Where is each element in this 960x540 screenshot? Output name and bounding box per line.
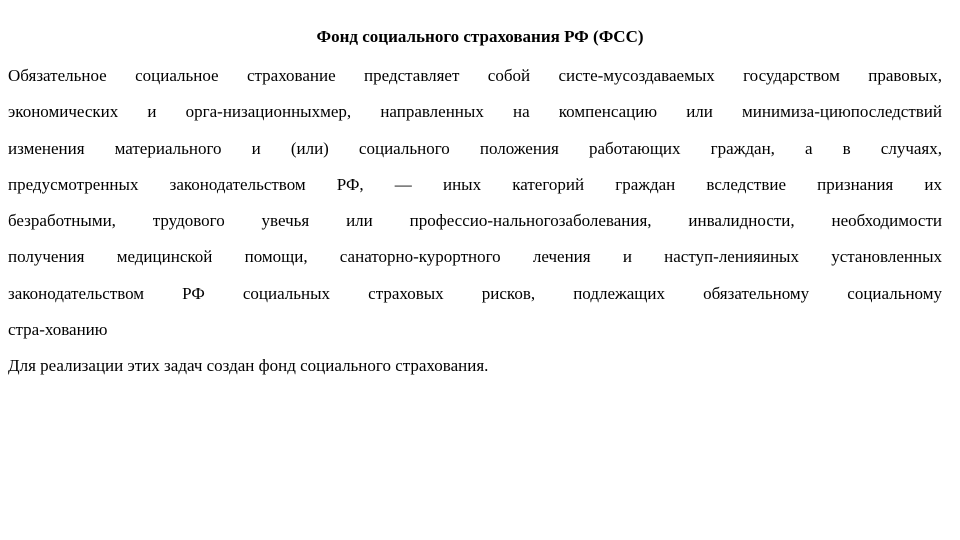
- paragraph-line: безработными, трудового увечья или профессио-нальногозаболевания, инвалидности, необходимости: [8, 211, 942, 231]
- paragraph-line: предусмотренных законодательством РФ, — иных категорий граждан вследствие признания их: [8, 174, 942, 194]
- paragraph-line: Обязательное социальное страхование представляет собой систе-мусоздаваемых государством правовых,: [8, 66, 942, 85]
- document-body: [8, 58, 942, 385]
- paragraph-line: законодательством РФ социальных страховых рисков, подлежащих обязательному социальному: [8, 283, 942, 303]
- document-title: Фонд социального страхования РФ (ФСС): [316, 27, 644, 46]
- paragraph-line: изменения материального и (или) социального положения работающих граждан, а в случаях,: [8, 138, 942, 158]
- paragraph-line: экономических и орга-низационныхмер, направленных на компенсацию или минимиза-циюпоследствий: [8, 102, 942, 122]
- paragraph-line: получения медицинской помощи, санаторно-курортного лечения и наступ-ленияиных установленных: [8, 247, 942, 267]
- conclusion-text: Для реализации этих задач создан фонд социального страхования.: [8, 356, 489, 376]
- paragraph-line: стра-хованию: [8, 320, 108, 340]
